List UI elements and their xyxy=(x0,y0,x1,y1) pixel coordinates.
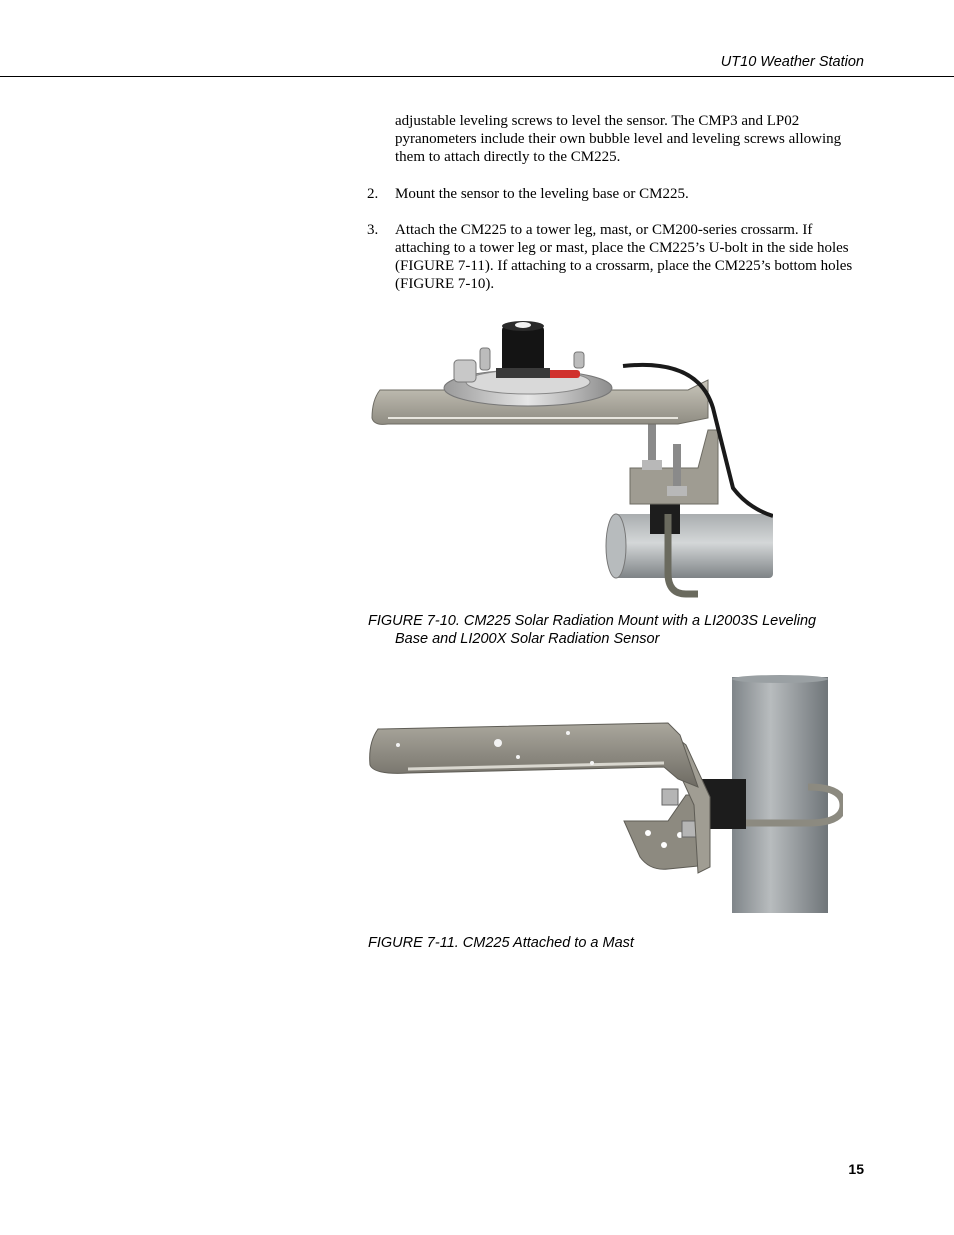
step-number: 2. xyxy=(367,186,379,202)
caption-label: FIGURE 7-10. CM225 Solar Radiation Mount with a LI2003S Leveling xyxy=(368,613,817,629)
page-number: 15 xyxy=(848,1161,864,1177)
caption-label: FIGURE 7-11. CM225 Attached to a Mast xyxy=(368,935,634,951)
step-number: 3. xyxy=(367,222,379,238)
step-text: Attach the CM225 to a tower leg, mast, or CM200-series crossarm. If attaching to a tower leg or mast, place the CM225’s U-bolt in the side holes (FIGURE 7-11). If attaching to a crossarm, place the CM225’s bottom holes (FIGURE 7-10). xyxy=(395,222,853,292)
running-header: UT10 Weather Station xyxy=(720,54,864,70)
figure-caption xyxy=(368,934,868,952)
paragraph-continuation: adjustable leveling screws to level the sensor. The CMP3 and LP02 pyranometers include their own bubble level and leveling screws allowing them to attach directly to the CM225. xyxy=(395,113,842,165)
figure-caption xyxy=(368,612,868,648)
step-text: Mount the sensor to the leveling base or CM225. xyxy=(395,186,689,202)
caption-continuation: Base and LI200X Solar Radiation Sensor xyxy=(395,631,660,647)
figure-7-10-photo xyxy=(368,318,773,600)
figure-7-11-photo xyxy=(368,675,843,915)
header-rule xyxy=(0,76,954,77)
